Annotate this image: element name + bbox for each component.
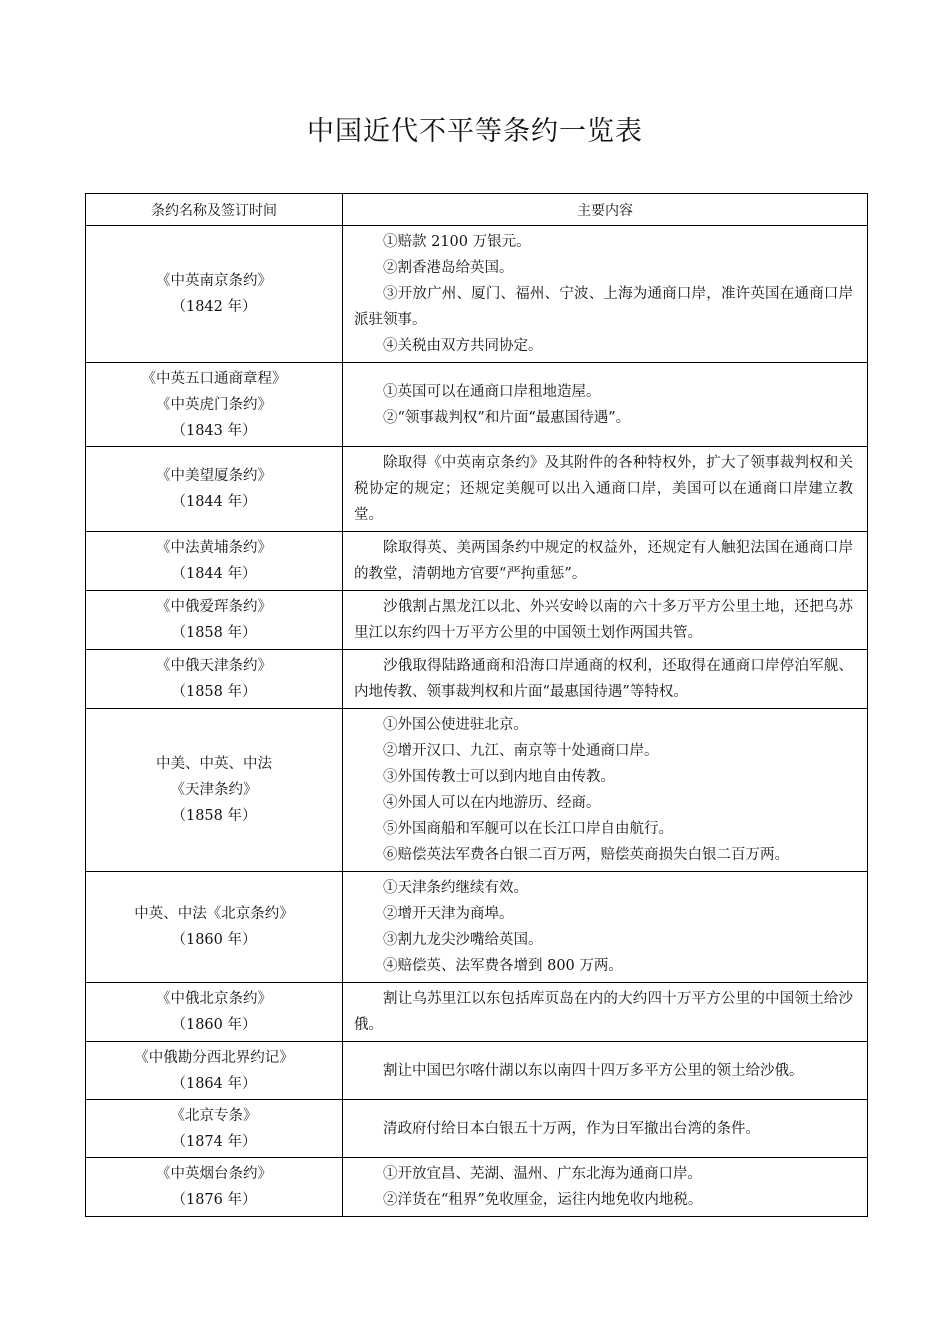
treaty-name-cell [86,532,343,591]
treaty-name-cell [86,650,343,709]
treaty-year: （1874 年） [171,1133,257,1150]
content-item: 清政府付给日本白银五十万两，作为日军撤出台湾的条件。 [383,1120,760,1137]
treaty-name: 中美、中英、中法 [156,756,272,772]
treaty-year: （1858 年） [171,625,257,641]
table-row [86,1100,868,1158]
treaty-table [85,193,868,1217]
treaty-name-cell [86,1042,343,1100]
treaty-content-cell [343,872,868,983]
treaty-content-cell [343,363,868,447]
treaty-content-cell [343,226,868,363]
table-header-row [86,194,868,226]
content-item: 除取得《中英南京条约》及其附件的各种特权外，扩大了领事裁判权和关税协定的规定；还规定美舰可以出入通商口岸，美国可以在通商口岸建立教堂。 [354,455,853,523]
content-item: ④赔偿英、法军费各增到 800 万两。 [383,958,623,974]
treaty-name: 《中俄爱珲条约》 [156,599,272,615]
treaty-name-cell [86,983,343,1042]
table-row [86,650,868,709]
treaty-content-cell [343,983,868,1042]
treaty-name: 《天津条约》 [170,782,258,798]
content-item: ②增开天津为商埠。 [383,906,514,922]
table-row [86,1042,868,1100]
table-row [86,872,868,983]
treaty-year: （1864 年） [171,1075,257,1092]
treaty-content-cell [343,1158,868,1217]
table-row [86,983,868,1042]
treaty-year: （1844 年） [171,494,257,510]
treaty-year: （1858 年） [171,684,257,700]
content-item: 沙俄取得陆路通商和沿海口岸通商的权利，还取得在通商口岸停泊军舰、内地传教、领事裁判权和片面“最惠国待遇”等特权。 [354,658,853,700]
table-row [86,709,868,872]
treaty-content-cell [343,1100,868,1158]
treaty-name: 《中俄北京条约》 [156,991,272,1007]
treaty-content-cell [343,650,868,709]
treaty-name-cell [86,1100,343,1158]
treaty-name: 中英、中法《北京条约》 [134,906,294,922]
table-row [86,532,868,591]
content-item: ③割九龙尖沙嘴给英国。 [383,932,543,948]
treaty-name-cell [86,363,343,447]
content-item: ②“领事裁判权”和片面“最惠国待遇”。 [383,409,631,426]
content-item: 沙俄割占黑龙江以北、外兴安岭以南的六十多万平方公里土地，还把乌苏里江以东约四十万平方公里的中国领土划作两国共管。 [354,599,853,641]
content-item: ⑥赔偿英法军费各白银二百万两，赔偿英商损失白银二百万两。 [383,847,789,863]
content-item: ⑤外国商船和军舰可以在长江口岸自由航行。 [383,821,673,837]
treaty-content-cell [343,709,868,872]
page-title: 中国近代不平等条约一览表 [307,116,643,147]
treaty-name-cell [86,447,343,532]
treaty-name: 《中美望厦条约》 [156,468,272,484]
treaty-name: 《中英烟台条约》 [156,1166,272,1182]
treaty-name: 《中俄天津条约》 [156,658,272,674]
treaty-year: （1876 年） [171,1192,257,1208]
treaty-year: （1860 年） [171,932,257,948]
treaty-year: （1844 年） [171,566,257,582]
content-item: ②增开汉口、九江、南京等十处通商口岸。 [383,743,659,759]
treaty-name-cell [86,1158,343,1217]
treaty-name: 《北京专条》 [170,1107,258,1124]
content-item: ④关税由双方共同协定。 [383,338,543,354]
treaty-name: 《中英虎门条约》 [156,396,272,413]
treaty-name: 《中法黄埔条约》 [156,540,272,556]
treaty-name: 《中英南京条约》 [156,273,272,289]
treaty-name-cell [86,872,343,983]
table-row [86,1158,868,1217]
treaty-name-cell [86,709,343,872]
treaty-content-cell [343,532,868,591]
treaty-year: （1860 年） [171,1017,257,1033]
treaty-year: （1843 年） [171,422,257,439]
content-item: ①开放宜昌、芜湖、温州、广东北海为通商口岸。 [383,1166,702,1182]
treaty-name-cell [86,591,343,650]
table-row [86,447,868,532]
treaty-year: （1858 年） [171,808,257,824]
treaty-content-cell [343,447,868,532]
content-item: ①天津条约继续有效。 [383,880,528,896]
content-item: ①英国可以在通商口岸租地造屋。 [383,383,601,400]
content-item: ③开放广州、厦门、福州、宁波、上海为通商口岸，准许英国在通商口岸派驻领事。 [354,286,853,328]
content-item: ②割香港岛给英国。 [383,260,514,276]
content-item: 割让中国巴尔喀什湖以东以南四十四万多平方公里的领土给沙俄。 [383,1062,804,1079]
treaty-name: 《中俄勘分西北界约记》 [134,1049,294,1066]
content-item: 除取得英、美两国条约中规定的权益外，还规定有人触犯法国在通商口岸的教堂，清朝地方官要“严拘重惩”。 [354,540,853,582]
content-item: ①外国公使进驻北京。 [383,717,528,733]
treaty-content-cell [343,1042,868,1100]
treaty-content-cell [343,591,868,650]
treaty-year: （1842 年） [171,299,257,315]
content-item: 割让乌苏里江以东包括库页岛在内的大约四十万平方公里的中国领土给沙俄。 [354,991,853,1033]
column-header-content: 主要内容 [343,194,868,226]
content-item: ③外国传教士可以到内地自由传教。 [383,769,615,785]
column-header-name: 条约名称及签订时间 [86,194,343,226]
table-row [86,226,868,363]
treaty-name-cell [86,226,343,363]
content-item: ②洋货在“租界”免收厘金，运往内地免收内地税。 [383,1192,703,1208]
content-item: ④外国人可以在内地游历、经商。 [383,795,601,811]
content-item: ①赔款 2100 万银元。 [383,234,531,250]
table-row [86,591,868,650]
table-row [86,363,868,447]
treaty-name: 《中英五口通商章程》 [141,370,287,387]
